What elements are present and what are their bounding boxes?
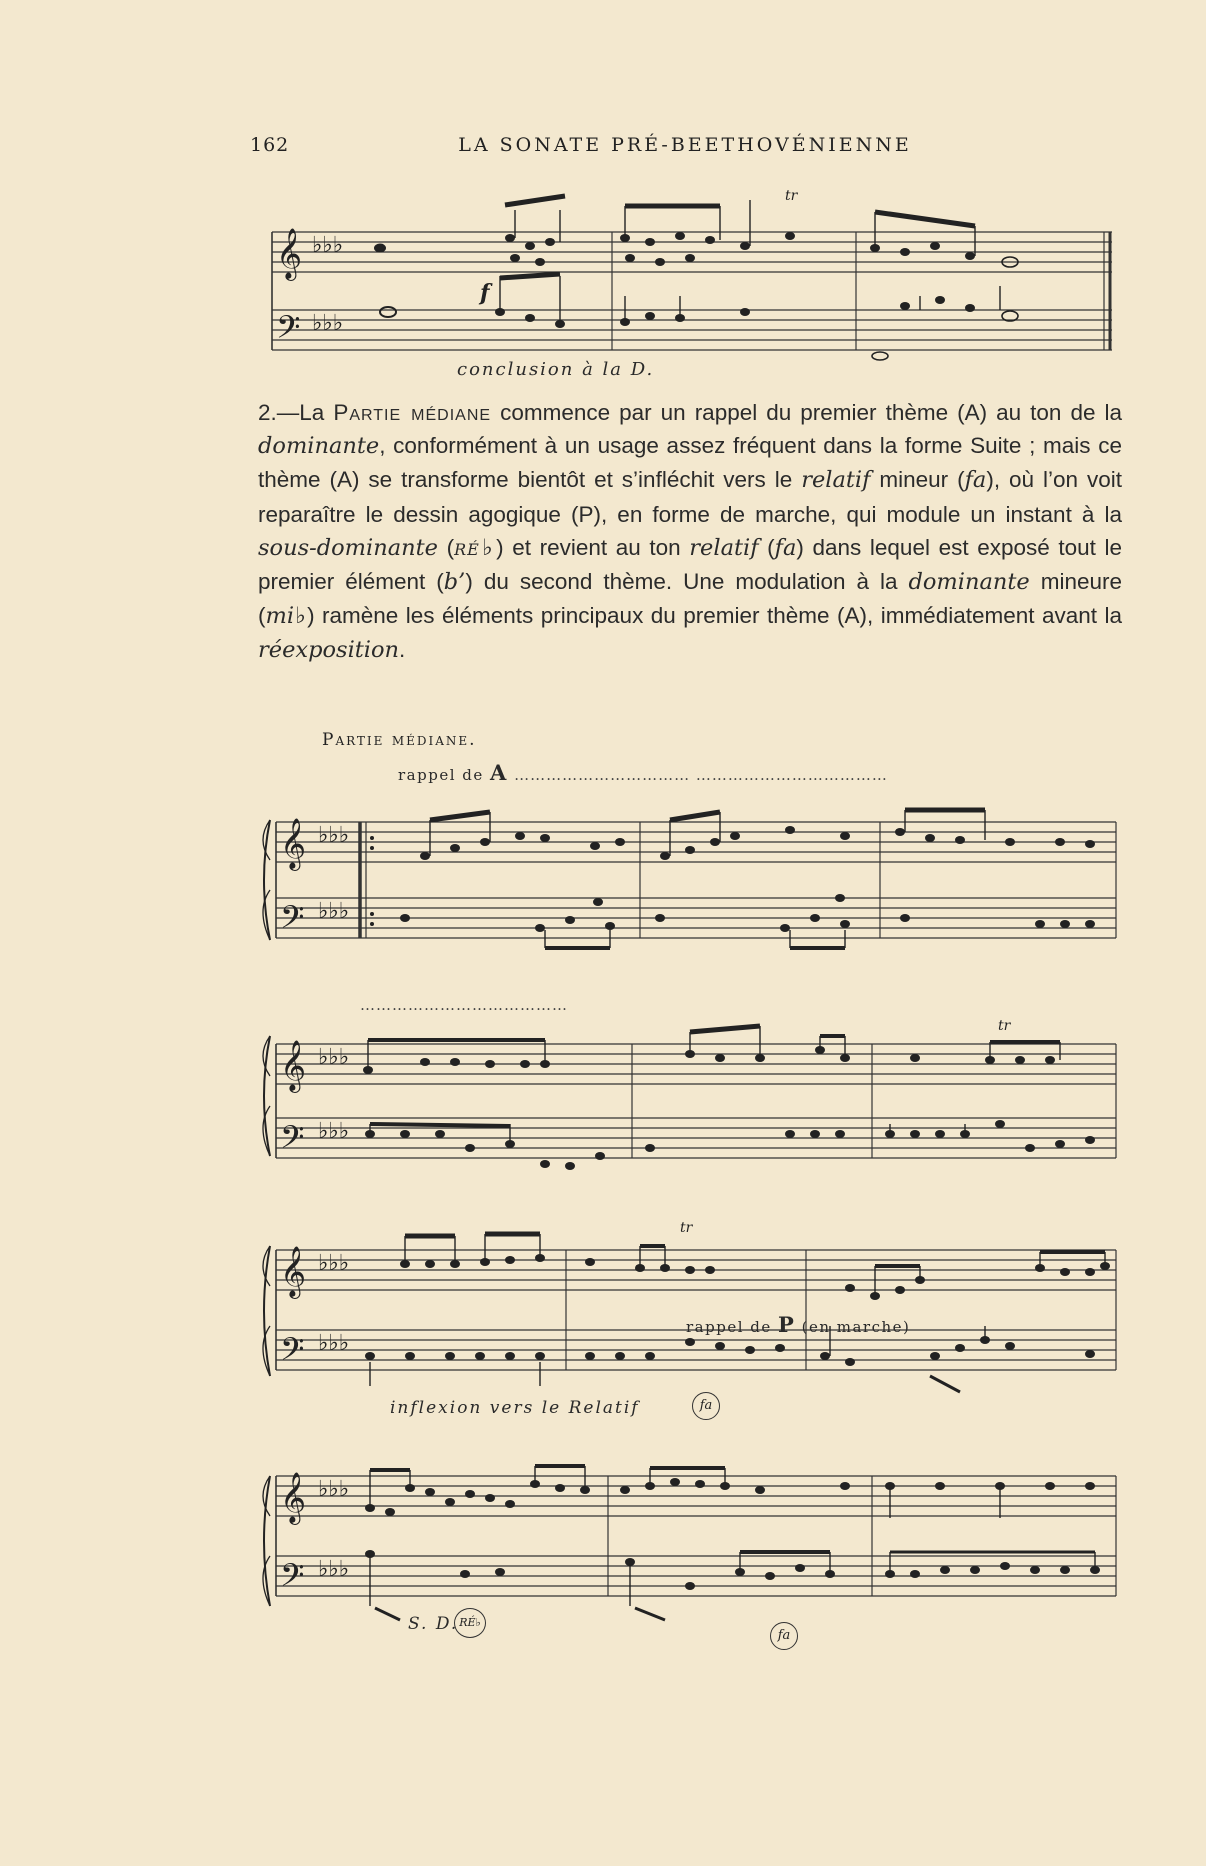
svg-text:♭♭♭: ♭♭♭	[318, 1119, 350, 1144]
svg-text:𝄢: 𝄢	[280, 1557, 305, 1601]
svg-text:♭♭♭: ♭♭♭	[318, 1557, 350, 1582]
para-text: .	[399, 637, 406, 663]
para-text: (	[437, 534, 455, 560]
body-paragraph	[258, 396, 1122, 668]
caption-inflexion: inflexion vers le Relatif	[390, 1398, 640, 1418]
score-excerpt-rappel-a	[0, 790, 1206, 970]
para-text: ) ramène les éléments principaux du premier thème (A), immédiatement avant la	[307, 603, 1122, 629]
italic-term: dominante	[908, 569, 1030, 596]
svg-text:tr: tr	[785, 188, 798, 204]
key-circle-fa: fa	[692, 1392, 720, 1420]
notes	[374, 232, 1018, 360]
svg-text:tr: tr	[998, 1018, 1011, 1034]
svg-text:♭♭♭: ♭♭♭	[318, 1045, 350, 1070]
label-rappel-a	[398, 760, 888, 785]
italic-term: dominante	[258, 433, 380, 460]
italic-term: fa	[964, 467, 987, 494]
italic-term: ré♭	[454, 534, 497, 561]
svg-text:♭♭♭: ♭♭♭	[312, 233, 344, 258]
para-text: (	[758, 534, 775, 560]
svg-text:♭♭♭: ♭♭♭	[318, 899, 350, 924]
notes	[365, 1478, 1100, 1590]
svg-text:𝄞: 𝄞	[280, 1472, 307, 1523]
label-letter: A	[490, 760, 508, 785]
clefs	[280, 818, 349, 943]
staff-lines	[276, 1250, 1116, 1370]
para-text: ) dans lequel est exposé tout le premier élément (	[258, 534, 1123, 595]
svg-text:𝄢: 𝄢	[280, 899, 305, 943]
italic-term: sous-dominante	[258, 534, 438, 561]
page-number: 162	[250, 134, 290, 156]
key-circle-reb: RÉ♭	[454, 1608, 486, 1638]
label-suffix: (en marche)	[801, 1318, 911, 1336]
svg-text:♭♭♭: ♭♭♭	[318, 1251, 350, 1276]
svg-text:𝄢: 𝄢	[280, 1119, 305, 1163]
svg-text:f: f	[480, 280, 490, 306]
para-text: La	[299, 400, 334, 425]
para-text: ) du second thème. Une modulation à la	[465, 569, 909, 595]
score-4-graphic	[0, 1216, 1206, 1416]
notes	[365, 1254, 1110, 1366]
score-1-graphic	[0, 176, 1206, 366]
para-text: mineure (	[258, 569, 1122, 629]
italic-term: réexposition	[258, 637, 400, 664]
score-excerpt-5	[0, 1446, 1206, 1646]
running-title: LA SONATE PRÉ-BEETHOVÉNIENNE	[458, 134, 912, 156]
italic-term: fa	[774, 534, 797, 561]
clefs	[280, 1472, 349, 1601]
svg-text:𝄞: 𝄞	[276, 228, 303, 279]
svg-text:♭♭♭: ♭♭♭	[318, 823, 350, 848]
svg-text:tr: tr	[680, 1220, 693, 1236]
dotted-leader-2: …………………………………	[360, 996, 568, 1014]
stems-and-beams	[370, 1466, 1095, 1620]
para-text: mineur (	[870, 467, 965, 493]
svg-text:♭♭♭: ♭♭♭	[312, 311, 344, 336]
key-circle-fa-2: fa	[770, 1622, 798, 1650]
para-text: ), où l’on voit reparaître le dessin agogique (P), en forme de marche, qui module un instant à la	[258, 467, 1122, 527]
caption-sd: S. D.	[408, 1614, 459, 1634]
score-excerpt-conclusion	[0, 176, 1206, 380]
score-2-graphic	[0, 790, 1206, 970]
caption-conclusion: conclusion à la D.	[457, 359, 655, 380]
svg-text:𝄞: 𝄞	[280, 1246, 307, 1297]
staff-lines	[276, 1476, 1116, 1596]
italic-term: relatif	[689, 534, 759, 561]
term-partie-mediane: Partie médiane	[333, 400, 492, 425]
running-head	[250, 134, 1120, 160]
label-rappel-p	[686, 1312, 910, 1337]
score-excerpt-rappel-p	[0, 1216, 1206, 1416]
svg-text:𝄢: 𝄢	[276, 309, 301, 353]
italic-term: mi♭	[265, 603, 308, 630]
label-text: rappel de	[398, 766, 484, 784]
label-text: rappel de	[686, 1318, 772, 1336]
svg-text:♭♭♭: ♭♭♭	[318, 1331, 350, 1356]
stems-and-beams	[500, 196, 1000, 324]
para-text: , conformément à un usage assez fréquent dans la forme Suite ; mais ce thème (A) se transforme bientôt et s’infléchit vers le	[258, 433, 1122, 493]
score-excerpt-3	[0, 1006, 1206, 1186]
svg-text:𝄞: 𝄞	[280, 1040, 307, 1091]
score-5-graphic	[0, 1446, 1206, 1646]
dotted-leader: …………………………… ………………………………	[514, 766, 888, 784]
label-letter: P	[778, 1312, 796, 1337]
svg-text:𝄞: 𝄞	[280, 818, 307, 869]
svg-text:𝄢: 𝄢	[280, 1331, 305, 1375]
section-heading: Partie médiane.	[322, 730, 477, 750]
clefs	[280, 1220, 694, 1375]
svg-text:♭♭♭: ♭♭♭	[318, 1477, 350, 1502]
italic-term: relatif	[801, 467, 871, 494]
para-text: ) et revient au ton	[496, 534, 690, 560]
para-text: commence par un rappel du premier thème (A) au ton de la	[491, 400, 1122, 425]
score-3-graphic	[0, 1006, 1206, 1186]
italic-term: b’	[443, 569, 466, 596]
para-number: 2.—	[258, 400, 300, 425]
staff-lines	[272, 232, 1112, 350]
